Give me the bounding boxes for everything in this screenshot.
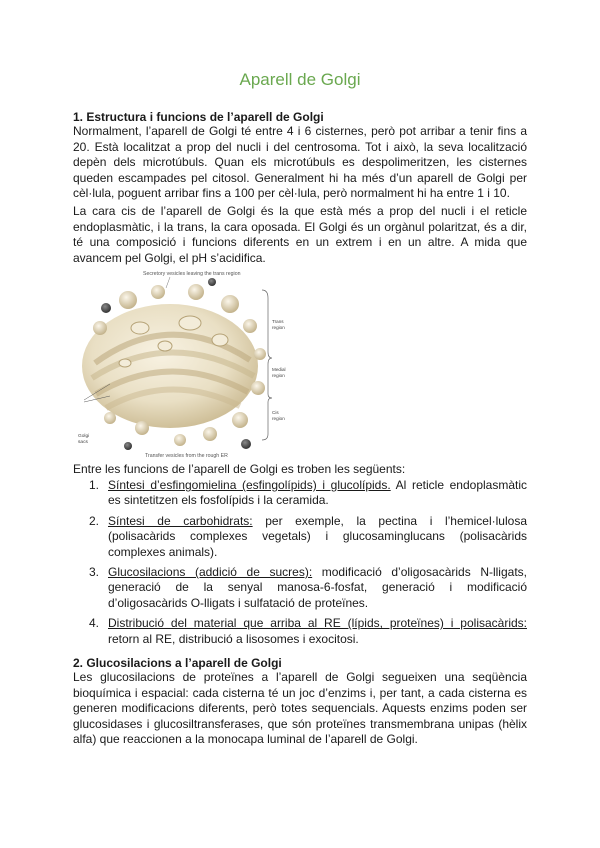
- text-line: té una composició i funcions diferents en un extrem i en un altre. A mida que: [73, 235, 527, 250]
- section1-paragraph-1: [73, 124, 527, 202]
- functions-intro: Entre les funcions de l’aparell de Golgi es troben les següents:: [73, 462, 406, 476]
- text-line: bioquímica i espacial: cada cisterna té un joc d’enzims i, per tant, a cada cisterna es: [73, 685, 527, 700]
- text-line: depèn dels microtúbuls. Quan els microtúbuls es despolimeritzen, les cisternes: [73, 155, 527, 170]
- function-text: complexes animals).: [108, 544, 218, 559]
- text-line: Les glucosilacions de proteïnes a l’aparell de Golgi segueixen una seqüència: [73, 670, 527, 684]
- figure-top-label: Secretory vesicles leaving the trans region: [143, 271, 241, 277]
- functions-list: [73, 478, 527, 652]
- text-line: queden escampades pel citosol. Generalment hi ha més d’un aparell de Golgi per: [73, 170, 527, 185]
- function-text: es sintetitzen els fosfolípids i la ceramida.: [108, 493, 329, 508]
- text-line: endoplasmàtic, i la trans, la cara oposada. El Golgi és un orgànul polaritzat, és a dir,: [73, 219, 527, 234]
- trans-region-label-2: region: [272, 325, 285, 330]
- figure-bottom-label: Transfer vesicles from the rough ER: [145, 453, 228, 459]
- text-line: alfa) que reaccionen a la monocapa luminal de l’aparell de Golgi.: [73, 732, 418, 747]
- text-line: 20. Està localitzat a prop del nucli i del centrosoma. Tot i això, la seva localització: [73, 139, 527, 154]
- section2-heading: 2. Glucosilacions a l’aparell de Golgi: [73, 656, 282, 670]
- list-item-number: 2.: [89, 513, 100, 528]
- golgi-apparatus-figure: [70, 268, 286, 460]
- text-line: avancem pel Golgi, el pH s’acidifica.: [73, 250, 266, 265]
- page-title: Aparell de Golgi: [239, 70, 361, 89]
- function-text: Al reticle endoplasmàtic: [395, 478, 528, 492]
- function-text: retorn al RE, distribució a lisosomes i exocitosi.: [108, 631, 359, 646]
- list-item: [73, 514, 527, 560]
- list-item: [73, 478, 527, 509]
- text-line: glucosidases i glucosiltransferases, que són proteïnes transmembrana unipas (hèlix: [73, 716, 527, 731]
- list-item-number: 4.: [89, 616, 100, 631]
- function-text: per exemple, la pectina i l’hemicel·lulosa: [265, 513, 527, 528]
- text-line: La cara cis de l’aparell de Golgi és la que està més a prop del nucli i el reticle: [73, 204, 527, 218]
- function-term: Síntesi de carbohidrats:: [108, 513, 253, 528]
- text-line: Normalment, l’aparell de Golgi té entre 4 i 6 cisternes, però pot arribar a tenir fins a: [73, 124, 527, 138]
- function-text: modificació d’oligosacàrids N-lligats,: [321, 565, 527, 580]
- trans-region-label: Trans: [272, 319, 284, 324]
- text-line: cèl·lula, poguent arribar fins a 100 per cèl·lula, però normalment hi ha entre 1 i 10.: [73, 186, 510, 201]
- function-term: Distribució del material que arriba al RE (lípids, proteïnes) i polisacàrids:: [108, 616, 527, 631]
- section1-heading: 1. Estructura i funcions de l’aparell de Golgi: [73, 110, 324, 124]
- section1-paragraph-2: [73, 204, 527, 266]
- medial-region-label-2: region: [272, 373, 285, 378]
- cis-region-label-2: region: [272, 416, 285, 421]
- function-term: Glucosilacions (addició de sucres):: [108, 565, 313, 580]
- cis-region-label: Cis: [272, 410, 279, 415]
- text-line: generen modificacions diferents, però totes sequencials. Aquests enzims poden ser: [73, 701, 527, 716]
- section2-paragraph: [73, 670, 527, 748]
- list-item: [73, 616, 527, 647]
- function-text: generació de la senyal manosa-6-fosfat, generació i modificació: [108, 580, 527, 595]
- medial-region-label: Medial: [272, 367, 286, 372]
- function-term: Síntesi d’esfingomielina (esfingolípids) i glucolípids.: [108, 478, 391, 492]
- list-item: [73, 565, 527, 611]
- list-item-number: 3.: [89, 565, 100, 580]
- list-item-number: 1.: [89, 478, 100, 492]
- function-text: (polisacàrids complexes vegetals) i glucosaminglucans (polisacàrids: [108, 529, 527, 544]
- function-text: d’oligosacàrids O-lligats i sulfatació de proteïnes.: [108, 595, 369, 610]
- golgi-sacs-label: Golgi: [78, 434, 90, 439]
- golgi-sacs-label-2: sacs: [78, 440, 88, 445]
